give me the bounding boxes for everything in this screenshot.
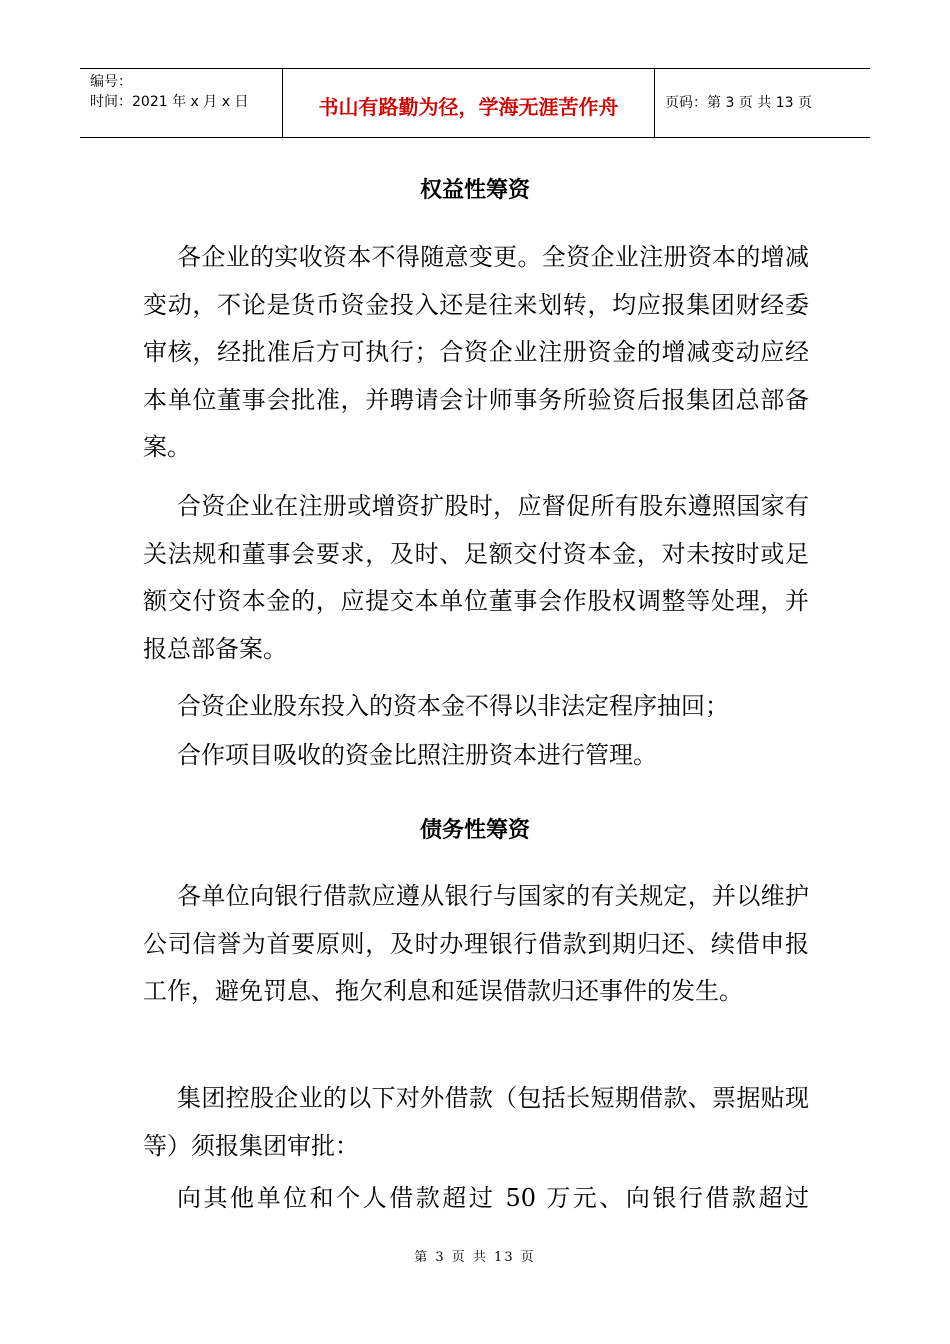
section-heading-debt: 债务性筹资 xyxy=(419,818,530,843)
document-number-label: 编号： xyxy=(90,74,132,90)
header-left-cell xyxy=(80,69,283,137)
paragraph: 向其他单位和个人借款超过 50 万元、向银行借款超过 xyxy=(177,1184,809,1212)
paragraph: 合资企业在注册或增资扩股时，应督促所有股东遵照国家有关法规和董事会要求，及时、足额交付资本金，对未按时或足额交付资本金的，应提交本单位董事会作股权调整等处理，并报总部备案。 xyxy=(143,492,809,663)
paragraph: 合资企业股东投入的资本金不得以非法定程序抽回； xyxy=(177,692,729,720)
page-footer: 第 3 页 共 13 页 xyxy=(414,1250,536,1265)
header-motto: 书山有路勤为径，学海无涯苦作舟 xyxy=(318,95,619,119)
header-right-cell xyxy=(655,69,870,137)
page-header xyxy=(80,68,870,138)
section-heading-equity: 权益性筹资 xyxy=(419,178,530,203)
paragraph: 合作项目吸收的资金比照注册资本进行管理。 xyxy=(177,741,657,769)
paragraph: 各单位向银行借款应遵从银行与国家的有关规定，并以维护公司信誉为首要原则，及时办理银行借款到期归还、续借申报工作，避免罚息、拖欠利息和延误借款归还事件的发生。 xyxy=(143,882,809,1005)
paragraph: 各企业的实收资本不得随意变更。全资企业注册资本的增减变动，不论是货币资金投入还是往来划转，均应报集团财经委审核，经批准后方可执行；合资企业注册资金的增减变动应经本单位董事会批准，并聘请会计师事务所验资后报集团总部备案。 xyxy=(143,243,809,461)
header-page-info: 页码：第 3 页 共 13 页 xyxy=(665,95,812,111)
header-middle-cell xyxy=(283,69,655,137)
document-date-label: 时间：2021 年 x 月 x 日 xyxy=(90,94,249,110)
paragraph: 集团控股企业的以下对外借款（包括长短期借款、票据贴现等）须报集团审批： xyxy=(143,1084,809,1160)
